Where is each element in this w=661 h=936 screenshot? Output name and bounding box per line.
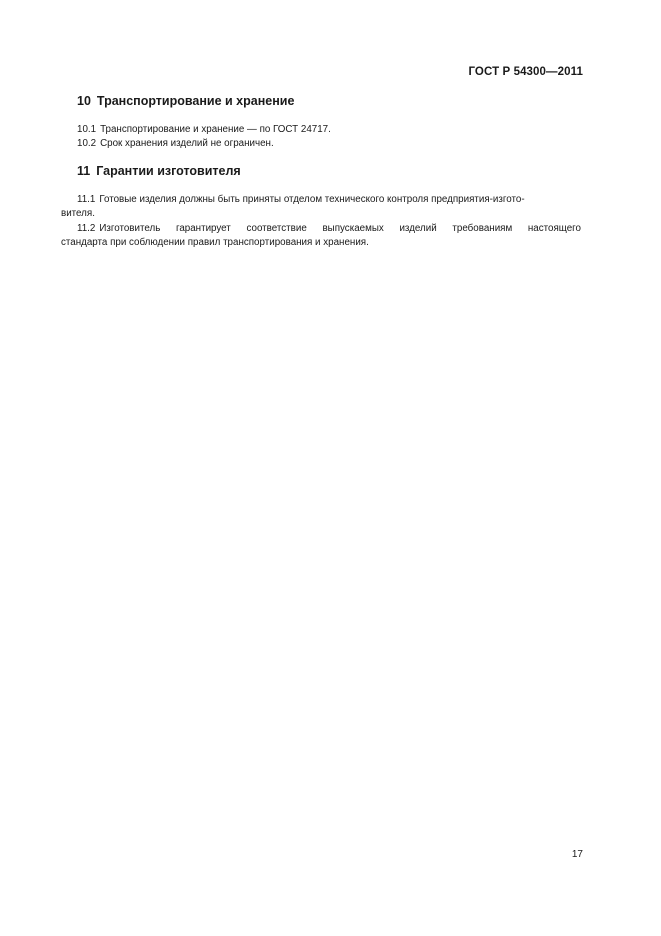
- page-number: 17: [571, 849, 583, 860]
- paragraph-text: Транспортирование и хранение — по ГОСТ 24717.: [100, 124, 331, 135]
- paragraph-text: Срок хранения изделий не ограничен.: [100, 138, 274, 149]
- paragraph-text-continuation: стандарта при соблюдении правил транспортирования и хранения.: [61, 237, 369, 248]
- paragraph-number: 11.2: [77, 223, 96, 234]
- section-11-heading: [77, 164, 241, 178]
- section-10-heading: [77, 94, 294, 108]
- paragraph-number: 10.1: [77, 124, 97, 135]
- paragraph-number: 10.2: [77, 138, 97, 149]
- section-10-number: 10: [77, 94, 91, 108]
- paragraph-text-continuation: вителя.: [61, 208, 95, 219]
- document-id: ГОСТ Р 54300—2011: [468, 66, 583, 78]
- paragraph-number: 11.1: [77, 194, 96, 205]
- section-11-title: Гарантии изготовителя: [96, 164, 241, 178]
- paragraph-first-line: [77, 192, 581, 207]
- paragraph-text: Изготовитель гарантирует соответствие выпускаемых изделий требованиям настоящего: [99, 223, 581, 234]
- section-11-number: 11: [77, 164, 91, 178]
- paragraph-10-1: [77, 122, 331, 137]
- paragraph-11-1: [77, 192, 581, 207]
- paragraph-11-1-continuation: [61, 206, 95, 221]
- section-10-title: Транспортирование и хранение: [96, 94, 295, 108]
- paragraph-11-2-continuation: [61, 235, 369, 250]
- paragraph-11-2: [77, 221, 581, 236]
- paragraph-10-2: [77, 136, 274, 151]
- paragraph-text: Готовые изделия должны быть приняты отделом технического контроля предприятия-изгото-: [99, 194, 525, 205]
